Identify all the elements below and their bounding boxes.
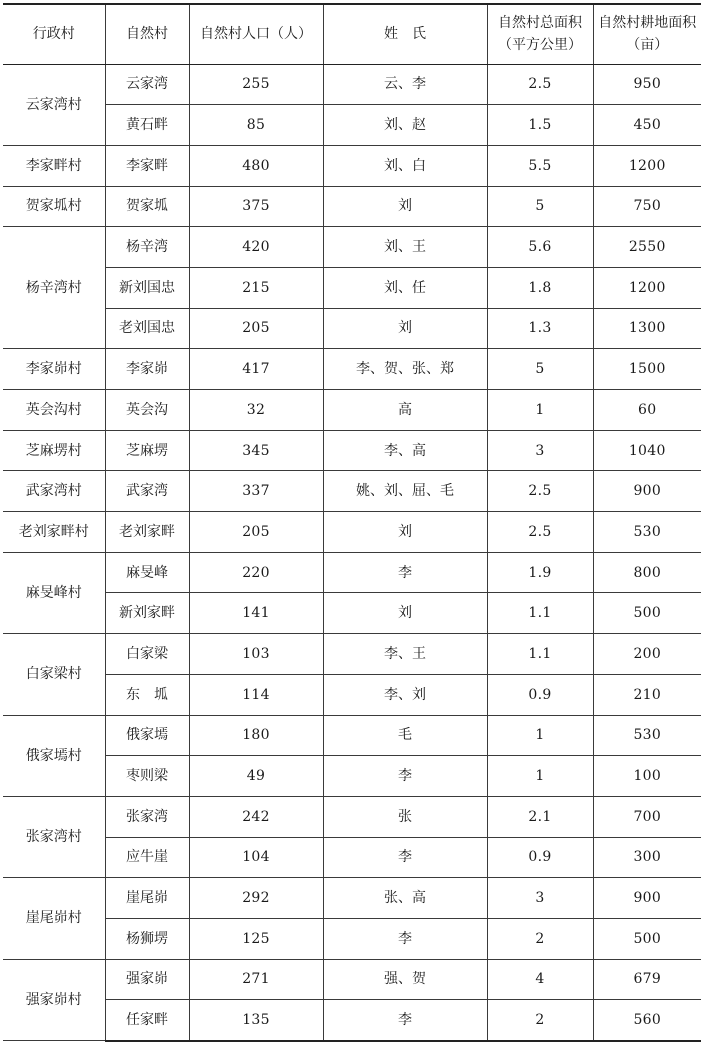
surnames-cell: 李、高 bbox=[323, 430, 487, 471]
farmland-cell: 450 bbox=[593, 105, 701, 146]
population-cell: 135 bbox=[189, 1000, 323, 1041]
table-row bbox=[3, 837, 701, 878]
surnames-cell: 刘、赵 bbox=[323, 105, 487, 146]
farmland-cell: 900 bbox=[593, 878, 701, 919]
total-area-cell: 3 bbox=[487, 430, 593, 471]
total-area-cell: 2 bbox=[487, 918, 593, 959]
admin-village-cell: 芝麻塄村 bbox=[3, 430, 105, 471]
surnames-cell: 李 bbox=[323, 837, 487, 878]
natural-village-cell: 麻旻峰 bbox=[105, 552, 189, 593]
natural-village-cell: 俄家墕 bbox=[105, 715, 189, 756]
surnames-cell: 强、贺 bbox=[323, 959, 487, 1000]
farmland-cell: 500 bbox=[593, 918, 701, 959]
population-cell: 375 bbox=[189, 186, 323, 227]
admin-village-cell: 崖尾峁村 bbox=[3, 878, 105, 959]
table-row bbox=[3, 512, 701, 553]
header-farmland: 自然村耕地面积（亩） bbox=[593, 4, 701, 64]
admin-village-cell: 李家峁村 bbox=[3, 349, 105, 390]
natural-village-cell: 崖尾峁 bbox=[105, 878, 189, 919]
table-row bbox=[3, 267, 701, 308]
natural-village-cell: 白家梁 bbox=[105, 634, 189, 675]
table-row bbox=[3, 186, 701, 227]
population-cell: 271 bbox=[189, 959, 323, 1000]
table-row bbox=[3, 593, 701, 634]
total-area-cell: 1.8 bbox=[487, 267, 593, 308]
population-cell: 345 bbox=[189, 430, 323, 471]
total-area-cell: 3 bbox=[487, 878, 593, 919]
surnames-cell: 刘 bbox=[323, 186, 487, 227]
header-natural-village: 自然村 bbox=[105, 4, 189, 64]
total-area-cell: 2.5 bbox=[487, 512, 593, 553]
surnames-cell: 李 bbox=[323, 918, 487, 959]
total-area-cell: 0.9 bbox=[487, 674, 593, 715]
surnames-cell: 高 bbox=[323, 390, 487, 431]
total-area-cell: 1.1 bbox=[487, 593, 593, 634]
natural-village-cell: 杨辛湾 bbox=[105, 227, 189, 268]
admin-village-cell: 武家湾村 bbox=[3, 471, 105, 512]
population-cell: 85 bbox=[189, 105, 323, 146]
population-cell: 114 bbox=[189, 674, 323, 715]
farmland-cell: 200 bbox=[593, 634, 701, 675]
table-row bbox=[3, 756, 701, 797]
surnames-cell: 刘、白 bbox=[323, 145, 487, 186]
table-row bbox=[3, 878, 701, 919]
admin-village-cell: 强家峁村 bbox=[3, 959, 105, 1040]
total-area-cell: 5 bbox=[487, 186, 593, 227]
header-admin-village: 行政村 bbox=[3, 4, 105, 64]
surnames-cell: 云、李 bbox=[323, 64, 487, 105]
population-cell: 242 bbox=[189, 796, 323, 837]
surnames-cell: 刘、任 bbox=[323, 267, 487, 308]
farmland-cell: 800 bbox=[593, 552, 701, 593]
header-population: 自然村人口（人） bbox=[189, 4, 323, 64]
admin-village-cell: 白家梁村 bbox=[3, 634, 105, 715]
admin-village-cell: 老刘家畔村 bbox=[3, 512, 105, 553]
total-area-cell: 1 bbox=[487, 390, 593, 431]
table-row bbox=[3, 64, 701, 105]
table-row bbox=[3, 552, 701, 593]
population-cell: 32 bbox=[189, 390, 323, 431]
surnames-cell: 李、贺、张、郑 bbox=[323, 349, 487, 390]
natural-village-cell: 杨狮塄 bbox=[105, 918, 189, 959]
surnames-cell: 刘 bbox=[323, 308, 487, 349]
natural-village-cell: 强家峁 bbox=[105, 959, 189, 1000]
table-row bbox=[3, 674, 701, 715]
table-row bbox=[3, 430, 701, 471]
total-area-cell: 5.5 bbox=[487, 145, 593, 186]
surnames-cell: 刘 bbox=[323, 593, 487, 634]
surnames-cell: 李、王 bbox=[323, 634, 487, 675]
table-row bbox=[3, 796, 701, 837]
total-area-cell: 1.1 bbox=[487, 634, 593, 675]
farmland-cell: 2550 bbox=[593, 227, 701, 268]
farmland-cell: 530 bbox=[593, 715, 701, 756]
natural-village-cell: 英会沟 bbox=[105, 390, 189, 431]
table-row bbox=[3, 105, 701, 146]
natural-village-cell: 新刘家畔 bbox=[105, 593, 189, 634]
farmland-cell: 700 bbox=[593, 796, 701, 837]
table-row bbox=[3, 715, 701, 756]
total-area-cell: 1.5 bbox=[487, 105, 593, 146]
farmland-cell: 1200 bbox=[593, 145, 701, 186]
header-row bbox=[3, 4, 701, 64]
population-cell: 480 bbox=[189, 145, 323, 186]
table-row bbox=[3, 308, 701, 349]
admin-village-cell: 俄家墕村 bbox=[3, 715, 105, 796]
natural-village-cell: 应牛崖 bbox=[105, 837, 189, 878]
total-area-cell: 5 bbox=[487, 349, 593, 390]
population-cell: 49 bbox=[189, 756, 323, 797]
admin-village-cell: 麻旻峰村 bbox=[3, 552, 105, 633]
natural-village-cell: 武家湾 bbox=[105, 471, 189, 512]
total-area-cell: 1.9 bbox=[487, 552, 593, 593]
farmland-cell: 300 bbox=[593, 837, 701, 878]
admin-village-cell: 云家湾村 bbox=[3, 64, 105, 145]
table-header bbox=[3, 4, 701, 64]
total-area-cell: 2 bbox=[487, 1000, 593, 1041]
total-area-cell: 4 bbox=[487, 959, 593, 1000]
table-body bbox=[3, 64, 701, 1041]
surnames-cell: 张、高 bbox=[323, 878, 487, 919]
village-table bbox=[3, 3, 701, 1042]
natural-village-cell: 张家湾 bbox=[105, 796, 189, 837]
natural-village-cell: 老刘家畔 bbox=[105, 512, 189, 553]
population-cell: 420 bbox=[189, 227, 323, 268]
total-area-cell: 5.6 bbox=[487, 227, 593, 268]
population-cell: 104 bbox=[189, 837, 323, 878]
surnames-cell: 刘 bbox=[323, 512, 487, 553]
natural-village-cell: 枣则梁 bbox=[105, 756, 189, 797]
natural-village-cell: 云家湾 bbox=[105, 64, 189, 105]
total-area-cell: 1 bbox=[487, 715, 593, 756]
natural-village-cell: 任家畔 bbox=[105, 1000, 189, 1041]
farmland-cell: 900 bbox=[593, 471, 701, 512]
farmland-cell: 950 bbox=[593, 64, 701, 105]
natural-village-cell: 新刘国忠 bbox=[105, 267, 189, 308]
population-cell: 337 bbox=[189, 471, 323, 512]
surnames-cell: 李 bbox=[323, 756, 487, 797]
population-cell: 141 bbox=[189, 593, 323, 634]
header-total-area: 自然村总面积（平方公里） bbox=[487, 4, 593, 64]
table-row bbox=[3, 227, 701, 268]
table-row bbox=[3, 471, 701, 512]
admin-village-cell: 李家畔村 bbox=[3, 145, 105, 186]
population-cell: 255 bbox=[189, 64, 323, 105]
table-row bbox=[3, 145, 701, 186]
total-area-cell: 1 bbox=[487, 756, 593, 797]
population-cell: 180 bbox=[189, 715, 323, 756]
farmland-cell: 100 bbox=[593, 756, 701, 797]
population-cell: 215 bbox=[189, 267, 323, 308]
surnames-cell: 毛 bbox=[323, 715, 487, 756]
farmland-cell: 1040 bbox=[593, 430, 701, 471]
total-area-cell: 0.9 bbox=[487, 837, 593, 878]
natural-village-cell: 李家畔 bbox=[105, 145, 189, 186]
surnames-cell: 李 bbox=[323, 1000, 487, 1041]
natural-village-cell: 老刘国忠 bbox=[105, 308, 189, 349]
table-row bbox=[3, 1000, 701, 1041]
farmland-cell: 679 bbox=[593, 959, 701, 1000]
population-cell: 220 bbox=[189, 552, 323, 593]
surnames-cell: 张 bbox=[323, 796, 487, 837]
total-area-cell: 2.5 bbox=[487, 471, 593, 512]
farmland-cell: 210 bbox=[593, 674, 701, 715]
table-row bbox=[3, 349, 701, 390]
population-cell: 292 bbox=[189, 878, 323, 919]
farmland-cell: 60 bbox=[593, 390, 701, 431]
farmland-cell: 1500 bbox=[593, 349, 701, 390]
admin-village-cell: 贺家坬村 bbox=[3, 186, 105, 227]
table-row bbox=[3, 634, 701, 675]
table-row bbox=[3, 390, 701, 431]
population-cell: 103 bbox=[189, 634, 323, 675]
total-area-cell: 2.5 bbox=[487, 64, 593, 105]
natural-village-cell: 李家峁 bbox=[105, 349, 189, 390]
admin-village-cell: 英会沟村 bbox=[3, 390, 105, 431]
surnames-cell: 李 bbox=[323, 552, 487, 593]
surnames-cell: 姚、刘、屈、毛 bbox=[323, 471, 487, 512]
surnames-cell: 李、刘 bbox=[323, 674, 487, 715]
farmland-cell: 1300 bbox=[593, 308, 701, 349]
farmland-cell: 750 bbox=[593, 186, 701, 227]
farmland-cell: 1200 bbox=[593, 267, 701, 308]
natural-village-cell: 黄石畔 bbox=[105, 105, 189, 146]
population-cell: 205 bbox=[189, 512, 323, 553]
header-surnames: 姓 氏 bbox=[323, 4, 487, 64]
table-row bbox=[3, 959, 701, 1000]
population-cell: 125 bbox=[189, 918, 323, 959]
total-area-cell: 1.3 bbox=[487, 308, 593, 349]
natural-village-cell: 东 坬 bbox=[105, 674, 189, 715]
total-area-cell: 2.1 bbox=[487, 796, 593, 837]
farmland-cell: 500 bbox=[593, 593, 701, 634]
admin-village-cell: 杨辛湾村 bbox=[3, 227, 105, 349]
farmland-cell: 530 bbox=[593, 512, 701, 553]
natural-village-cell: 芝麻塄 bbox=[105, 430, 189, 471]
population-cell: 417 bbox=[189, 349, 323, 390]
farmland-cell: 560 bbox=[593, 1000, 701, 1041]
surnames-cell: 刘、王 bbox=[323, 227, 487, 268]
admin-village-cell: 张家湾村 bbox=[3, 796, 105, 877]
table-row bbox=[3, 918, 701, 959]
natural-village-cell: 贺家坬 bbox=[105, 186, 189, 227]
population-cell: 205 bbox=[189, 308, 323, 349]
